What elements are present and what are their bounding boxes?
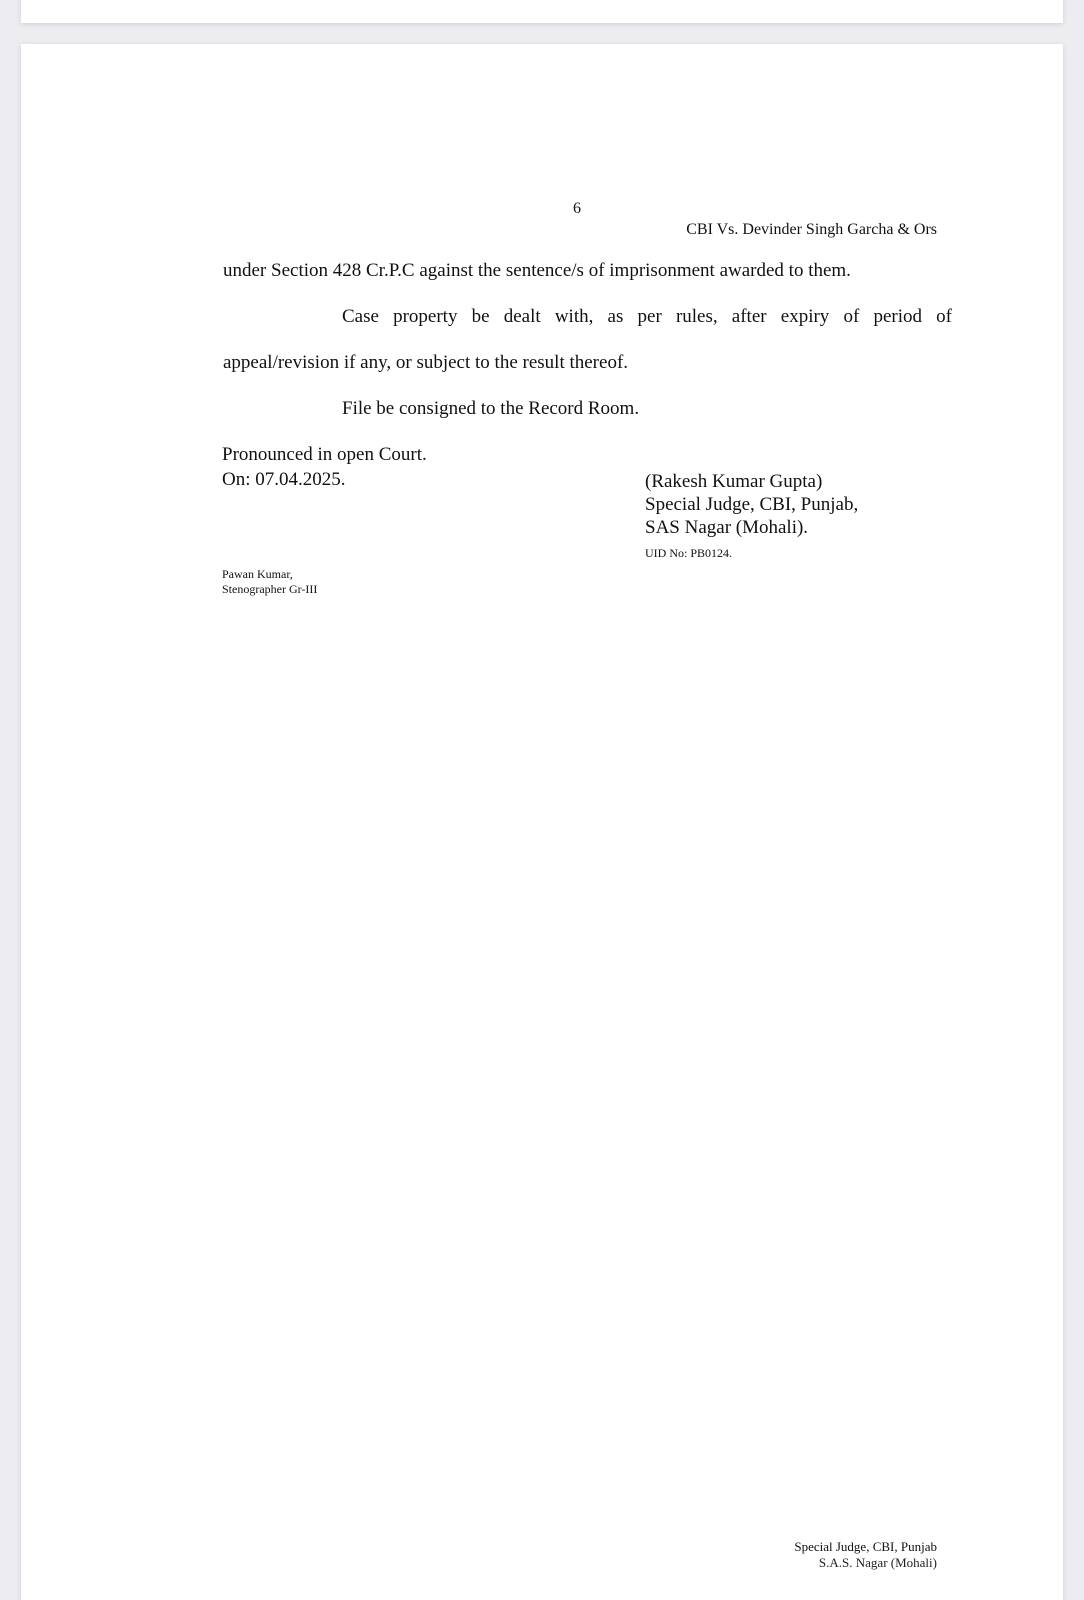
footer-line: Special Judge, CBI, Punjab [794,1539,937,1554]
stenographer-designation: Stenographer Gr-III [222,582,318,596]
paragraph-line: appeal/revision if any, or subject to the result thereof. [223,352,629,373]
stenographer-block [222,567,317,597]
judge-name: (Rakesh Kumar Gupta) [645,471,823,492]
judge-signature-block [645,470,858,539]
footer-signature [794,1539,937,1571]
paragraph-line: under Section 428 Cr.P.C against the sentence/s of imprisonment awarded to them. [223,260,851,281]
pronounced-text: Pronounced in open Court. [222,444,427,465]
judge-title: Special Judge, CBI, Punjab, [645,494,859,515]
case-title: CBI Vs. Devinder Singh Garcha & Ors [686,221,937,238]
case-property-paragraph: Case property be dealt with, as per rules, after expiry of period of [342,306,952,327]
page-number: 6 [573,200,581,217]
judge-uid: UID No: PB0124. [645,546,733,560]
stenographer-name: Pawan Kumar, [222,567,293,581]
footer-line: S.A.S. Nagar (Mohali) [818,1555,937,1570]
record-room-paragraph: File be consigned to the Record Room. [342,398,640,419]
previous-page [21,0,1063,23]
document-page [21,44,1063,1600]
pronounced-date: On: 07.04.2025. [222,469,346,490]
judge-location: SAS Nagar (Mohali). [645,517,809,538]
